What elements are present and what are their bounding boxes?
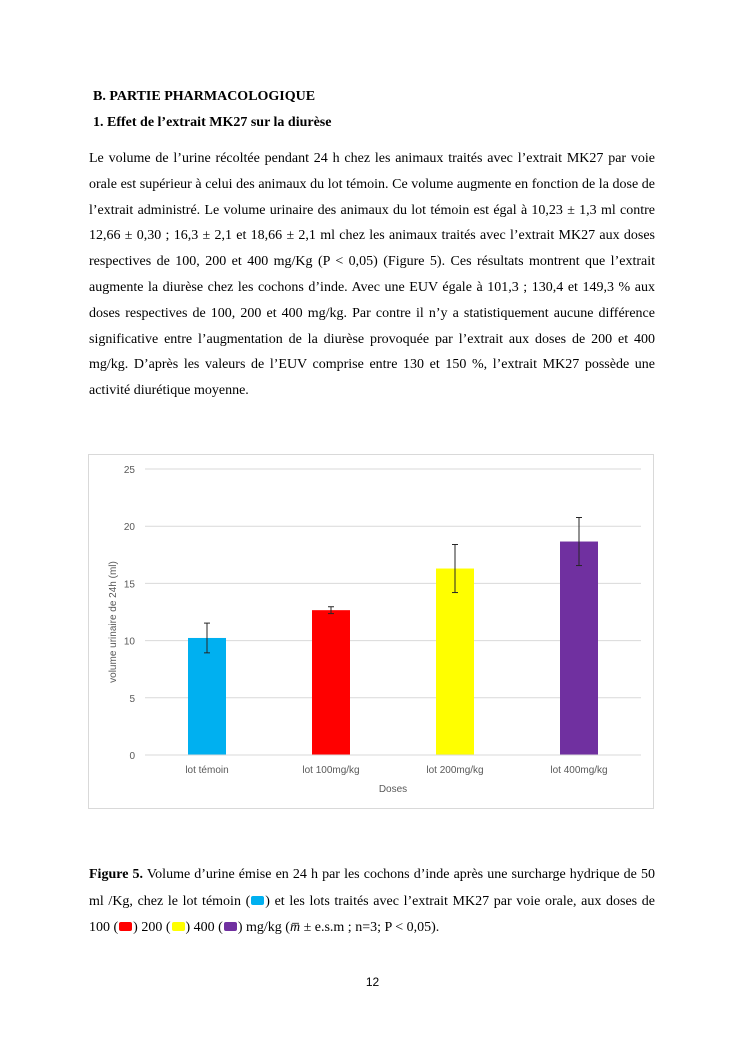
section-heading: B. PARTIE PHARMACOLOGIQUE xyxy=(93,89,316,104)
legend-swatch-400 xyxy=(224,922,237,931)
caption-text-6: ± e.s.m ; n=3; P < 0,05). xyxy=(300,920,440,935)
y-tick-label: 25 xyxy=(123,465,135,476)
bar xyxy=(312,610,350,755)
y-axis-title: volume urinaire de 24h (ml) xyxy=(108,561,119,683)
legend-swatch-200 xyxy=(172,922,185,931)
caption-text-4: ) 400 ( xyxy=(185,920,223,935)
y-tick-label: 0 xyxy=(129,751,135,762)
x-axis-title: Doses xyxy=(378,784,408,795)
mean-symbol: m̅ xyxy=(289,920,301,935)
bar xyxy=(188,638,226,755)
chart-canvas xyxy=(89,455,655,810)
y-tick-label: 5 xyxy=(129,693,135,705)
caption-text-3: ) 200 ( xyxy=(133,920,171,935)
subsection-heading: 1. Effet de l’extrait MK27 sur la diurèse xyxy=(93,115,332,130)
y-tick-label: 10 xyxy=(123,636,135,648)
x-tick-label: lot 100mg/kg xyxy=(302,765,360,776)
caption-label: Figure 5. xyxy=(89,867,144,882)
legend-swatch-control xyxy=(251,896,264,905)
x-tick-label: lot 400mg/kg xyxy=(550,765,608,776)
bar xyxy=(436,569,474,755)
body-paragraph: Le volume de l’urine récoltée pendant 24 h chez les animaux traités avec l’extrait MK27 par voie orale est supérieur à celui des animaux du lot témoin. Ce volume augmente en fonction de la dose de l’extrait administré. Le volume urinaire des animaux du lot témoin est égal à 10,23 ± 1,3 ml contre 12,66 ± 0,30 ; 16,3 ± 2,1 et 18,66 ± 2,1 ml chez les animaux traités avec l’extrait MK27 aux doses respectives de 100, 200 et 400 mg/Kg (P < 0,05) (Figure 5). Ces résultats montrent que l’extrait augmente la diurèse chez les cochons d’inde. Avec une EUV égale à 101,3 ; 130,4 et 149,3 % aux doses respectives de 100, 200 et 400 mg/kg. Par contre il n’y a statistiquement aucune différence significative entre l’augmentation de la diurèse provoquée par l’extrait aux doses de 200 et 400 mg/kg. D’après les valeurs de l’EUV comprise entre 130 et 150 %, l’extrait MK27 possède une activité diurétique moyenne. xyxy=(89,151,655,399)
y-tick-label: 20 xyxy=(123,522,135,534)
x-tick-label: lot témoin xyxy=(185,765,229,776)
page-number: 12 xyxy=(365,975,380,989)
y-tick-label: 15 xyxy=(123,579,135,591)
figure-caption xyxy=(89,862,655,942)
x-tick-label: lot 200mg/kg xyxy=(426,765,484,776)
bar xyxy=(560,542,598,755)
caption-text-5: ) mg/kg ( xyxy=(237,920,290,935)
legend-swatch-100 xyxy=(119,922,132,931)
caption-text-2: ) et les lots traités avec l’extrait MK27 par voie orale, aux doses de 100 ( xyxy=(89,893,655,935)
bar-chart xyxy=(88,454,654,809)
caption-text-1: Volume d’urine émise en 24 h par les cochons d’inde après une surcharge hydrique de 50 ml /Kg, chez le lot témoin ( xyxy=(89,867,655,909)
